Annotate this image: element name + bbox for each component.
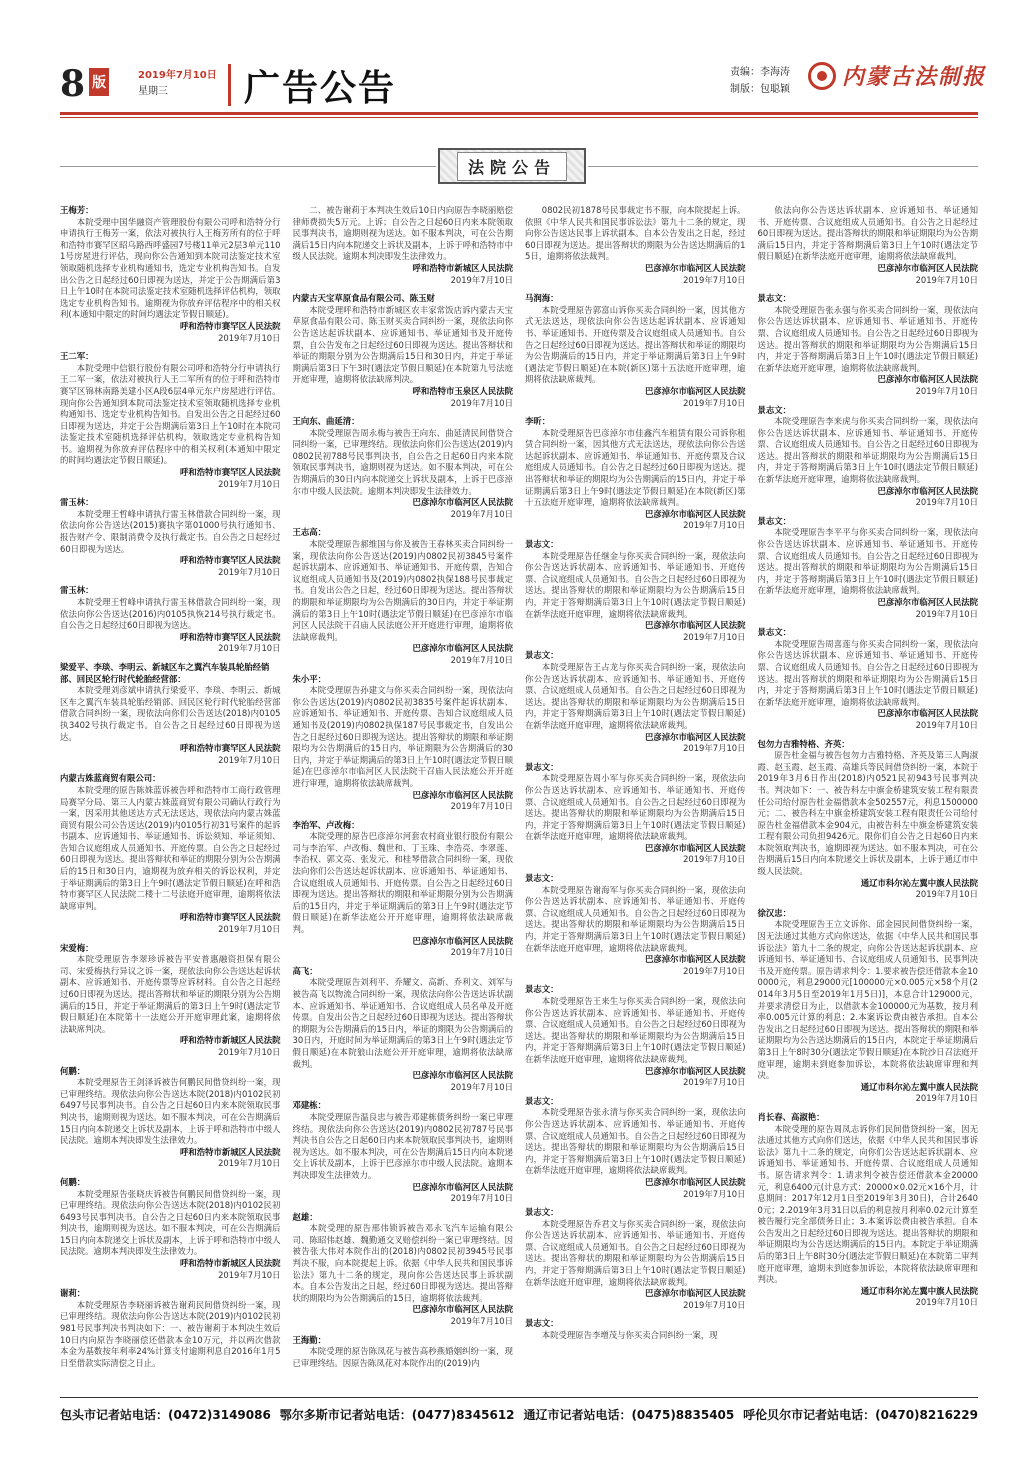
notice-court: 巴彦淖尔市临河区人民法院	[412, 935, 513, 946]
court-notice	[293, 820, 514, 959]
notice-body: 本院受理原告李平平与你买卖合同纠纷一案，现依法向你公告送达诉状副本、应诉通知书、举证通知书、开庭传票、合议庭组成人员通知书。自公告之日起经过60日即视为送达。提出答辩状的期限和举证期限均为公告期满后15日内，并定于答辩期满后第3日上午10时(遇法定节假日顺延)在新华法庭开庭审理，逾期将依法缺席裁判。	[757, 527, 978, 596]
notice-body: 本院受理原告温良忠与被告邓建栋债务纠纷一案已审理终结。现依法向你公告送达(2019)内0802民初787号民事判决书自公告之日起60日内来本院领取民事判决书，逾期则视为送达。如不服本判决，可在公告期满后15日内向本院递交上诉状及副本，上诉于巴彦淖尔市中级人民法院。逾期本判决即发生法律效力。	[292, 1111, 513, 1180]
notice-body: 本院受理原告刘利平、乔耀文、高新、乔利文、刘军与被告高飞以物流合同纠纷一案，现依法向你公告送达诉状副本、应诉通知书、举证通知书、合议庭组成人员名单及开庭传票。自发出公告之日起经过60日即视为送达。提出答辩状的期限为公告期满后的15日内，举证的期限为公告期满后的30日内，开庭时间为举证期满后的第3日上午9时(遇法定节假日顺延)在本院狼山法庭公开开庭审理，逾期将依法缺席裁判。	[292, 977, 513, 1069]
notice-court: 巴彦淖尔市临河区人民法院	[645, 954, 746, 965]
court-notice	[293, 527, 514, 666]
notice-date: 2019年7月10日	[450, 397, 513, 408]
footer-contact-baotou: 包头市记者站电话：(0472)3149086	[60, 1408, 271, 1422]
notice-addressee: 景志文：	[757, 293, 791, 304]
notice-date: 2019年7月10日	[915, 274, 978, 285]
notice-body: 本院受理原告谢海军与你买卖合同纠纷一案，现依法向你公告送达诉状副本、应诉通知书、举证通知书、开庭传票、合议庭组成人员通知书。自公告之日起经过60日即视为送达。提出答辩状的期限和举证期限均为公告期满后15日内，并定于答辩期满后第3日上午10时(遇法定节假日顺延)在新华法庭开庭审理，逾期将依法缺席裁判。	[525, 884, 746, 953]
notice-body: 本院受理原告郭富山诉你买卖合同纠纷一案，因其他方式无法送达，现依法向你公告送达起诉状副本、应诉通知书、举证通知书、开庭传票及合议庭组成人员通知书。自公告之日起经过60日即视为送达。提出答辩状和举证的期限均为公告期满后的15日内，并定于举证期满后第3日上午9时(遇法定节假日顺延)在本院(新区)第十五法庭开庭审理，逾期将依法缺席裁判。	[525, 304, 746, 385]
notice-date: 2019年7月10日	[450, 508, 513, 519]
court-notice	[525, 1318, 746, 1341]
notice-date: 2019年7月10日	[450, 1316, 513, 1327]
column-1	[60, 205, 281, 1368]
notice-date: 2019年7月10日	[218, 1158, 281, 1169]
newspaper-logo-icon	[808, 62, 836, 90]
notice-date: 2019年7月10日	[218, 1269, 281, 1280]
notice-court: 巴彦淖尔市临河区人民法院	[645, 842, 746, 853]
court-notice	[60, 1066, 281, 1170]
notice-addressee: 景志文：	[525, 539, 559, 550]
notice-court: 巴彦淖尔市临河区人民法院	[877, 485, 978, 496]
notice-date: 2019年7月10日	[683, 1299, 746, 1310]
notice-date: 2019年7月10日	[683, 1077, 746, 1088]
notice-court: 巴彦淖尔市临河区人民法院	[877, 262, 978, 273]
notice-addressee: 肖长春、高淑艳：	[757, 1111, 825, 1122]
page-footer	[60, 1406, 978, 1423]
notice-addressee: 徐汉忠：	[757, 907, 791, 918]
notice-addressee: 谢莉：	[60, 1288, 86, 1299]
footer-contact-hulunbuir: 呼伦贝尔市记者站电话：(0470)8216229	[743, 1408, 978, 1422]
court-notice	[293, 1335, 514, 1370]
court-notice	[758, 739, 979, 901]
notice-body: 原告杜金福与被告包勿力吉雅特格、齐英及第三人陶淑霞、赵玉霞、赵玉霞、高雄兵等民间借贷纠纷一案，本院于2019年3月6日作出(2018)内0521民初943号民事判决书。判决如下：一、被告科左中旗金桥建筑安装工程有限责任公司给付原告杜金福借款本金502557元，利息1500000元；二、被告科左中旗金桥建筑安装工程有限责任公司给付原告杜金福借款本金904元，由被告科左中旗金桥建筑安装工程有限公司负担9426元。限你们自公告之日起60日内来本院领取判决书，逾期即视为送达。如不服本判决，可在公告期满后15日内向本院递交上诉状及副本，上诉于通辽市中级人民法院。	[757, 750, 978, 877]
notice-body: 本院受理原告周永梅与被告王向东、曲延清民间借贷合同纠纷一案，已审理终结。现依法向你们公告送达(2019)内0802民初788号民事判决书，自公告之日起60日内来本院领取民事判决书，逾期则视为送达。如不服本判决，可在公告期满后的30日内向本院递交上诉状及副本，上诉于巴彦淖尔市中级人民法院。逾期本判决即发生法律效力。	[292, 427, 513, 496]
banner-line-right	[588, 166, 978, 167]
notice-court: 巴彦淖尔市临河区人民法院	[645, 1065, 746, 1076]
notice-court: 巴彦淖尔市临河区人民法院	[645, 620, 746, 631]
notice-date: 2019年7月10日	[450, 654, 513, 665]
notice-body: 本院受理的原告巴彦淖尔河套农村商业银行股份有限公司与李治军、卢改梅、魏世和、丁玉珠、李浩亮、李翠莲、李治权、郭文亮、张发元、和桂琴借款合同纠纷一案，现依法向你们公告送达起诉状副本、应诉通知书、举证通知书、合议庭组成人员通知书、开庭传票。自公告之日起经过60日即视为送达。提出答辩状的期限和举证期限分别为公告期满后的15日内，并定于举证期满后的第3日上午9时(遇法定节假日顺延)在新华法庭公开开庭审理，逾期将依法缺席裁判。	[292, 831, 513, 935]
notice-addressee: 王志高：	[292, 527, 326, 538]
footer-rule	[60, 1397, 978, 1398]
notice-court: 巴彦淖尔市临河区人民法院	[412, 1304, 513, 1315]
notice-addressee: 王梅芳：	[60, 205, 94, 215]
notice-addressee: 景志文：	[525, 650, 559, 661]
notice-court: 巴彦淖尔市临河区人民法院	[645, 1288, 746, 1299]
notice-body: 本院受理原告王立文诉你、邱金园民间借贷纠纷一案，因无法通过其他方式向你送达，依据《中华人民共和国民事诉讼法》第九十二条的规定，向你公告送达起诉状副本、应诉通知书、举证通知书、合议庭组成人员通知书、民事判决书及开庭传票。原告请求判令：1.要求被告偿还借款本金100000元，利息29000元[100000元×0.005元×58个月(2014年3月5日至2019年1月5日)]，本息合计129000元，并要求清偿日为止，以借款本金100000元为基数，按月利率0.005元计算的利息；2.本案诉讼费由被告承担。自本公告发出之日起经过60日即视为送达。提出答辩状的期限和举证期限均为公告送达期满后的15日内，本院定于举证期满后第3日上午8时30分(遇法定节假日顺延)在本院沙日召法庭开庭审理，逾期未到庭参加诉讼，本院将依法缺席审理和判决。	[757, 919, 978, 1081]
notice-addressee: 景志文：	[525, 1318, 559, 1329]
notice-addressee: 王向东、曲延清：	[292, 416, 360, 427]
section-title: 广告公告	[244, 68, 397, 109]
court-notice	[60, 662, 281, 766]
notice-body: 本院受理原告张晓庆诉被告何鹏民间借贷纠纷一案，现已审理终结。现依法向你公告送达本院(2018)内0102民初6493号民事判决书。自公告之日起60日内来本院领取民事判决书，逾期则视为送达。如不服本判决，可在公告期满后15日内向本院递交上诉状及副本，上诉于呼和浩特市中级人民法院。逾期本判决即发生法律效力。	[60, 1188, 281, 1257]
notice-date: 2019年7月10日	[915, 719, 978, 730]
notice-court: 巴彦淖尔市临河区人民法院	[877, 374, 978, 385]
notice-court: 巴彦淖尔市临河区人民法院	[412, 497, 513, 508]
notice-date: 2019年7月10日	[218, 566, 281, 577]
court-notice	[525, 984, 746, 1088]
court-notice	[293, 416, 514, 520]
court-notice	[525, 205, 746, 286]
notice-date: 2019年7月10日	[915, 497, 978, 508]
notice-addressee: 何鹏：	[60, 1176, 86, 1187]
notice-court: 呼和浩特市新城区人民法院	[180, 1146, 281, 1157]
court-notice	[60, 773, 281, 935]
notice-body: 本院受理原告巴彦淖尔市佳鑫汽车租赁有限公司诉你租赁合同纠纷一案，因其他方式无法送达，现依法向你公告送达起诉状副本、应诉通知书、举证通知书、开庭传票及合议庭组成人员通知书。自公告之日起经过60日即视为送达。提出答辩状和举证的期限均为公告期满后的15日内，并定于举证期满后第3日上午9时(遇法定节假日顺延)在本院(新区)第十五法庭开庭审理，逾期将依法缺席裁判。	[525, 427, 746, 508]
notice-body: 本院受理王哲峰申请执行雷玉林借款合同纠纷一案，现依法向你公告送达(2016)内0105执恢214号执行裁定书。自公告之日起经过60日即视为送达。	[60, 597, 281, 631]
notice-addressee: 内蒙古天宝草原食品有限公司、陈玉财	[292, 293, 435, 304]
notice-date: 2019年7月10日	[450, 947, 513, 958]
court-notice	[758, 516, 979, 620]
court-notice	[293, 674, 514, 813]
court-notice	[293, 205, 514, 286]
column-4	[758, 205, 979, 1350]
notice-body: 本院受理原告李晓丽诉被告谢莉民间借贷纠纷一案，现已审理终结。现依法向你公告送达本院(2019)内0102民初981号民事判决书判决如下：一、被告谢莉于本判决生效后10日内向原告李晓丽偿还借款本金10万元，并以两次借款本金为基数按年利率24%计算支付逾期利息自2016年1月5日至借款实际清偿之日止。	[60, 1299, 281, 1368]
court-notice	[60, 1288, 281, 1369]
notice-court: 巴彦淖尔市临河区人民法院	[645, 262, 746, 273]
notice-date: 2019年7月10日	[218, 643, 281, 654]
editor-name: 责编：李海涛	[730, 67, 790, 78]
notice-date: 2019年7月10日	[450, 801, 513, 812]
notice-body: 本院受理刘彦斌申请执行梁爱平、李琰、李明云、新城区车之翼汽车装具轮胎经销部、回民区轮行时代轮胎经营部借款合同纠纷一案，现依法向你们公告送达(2018)内0105执3402号执行裁定书。自公告之日起经过60日即视为送达。	[60, 685, 281, 742]
header-divider	[228, 64, 231, 106]
notice-court: 通辽市科尔沁左翼中旗人民法院	[860, 1285, 978, 1296]
court-notice	[525, 873, 746, 977]
notice-body: 依法向你公告送达诉状副本、应诉通知书、举证通知书、开庭传票、合议庭组成人员通知书。自公告之日起经过60日即视为送达。提出答辩状的期限和举证期限均为公告期满后15日内，并定于答辩期满后第3日上午10时(遇法定节假日顺延)在新华法庭开庭审理，逾期将依法缺席裁判。	[757, 205, 978, 262]
column-2	[292, 205, 514, 1368]
notice-body: 本院受理的原告邢伟锁诉被告邓永飞汽车运输有限公司、陈昭伟赵雄、魏勤通交叉赔偿纠纷一案已审理终结。因被告张大伟对本院作出的(2018)内0802民初3945号民事判决不服，向本院提起上诉。依据《中华人民共和国民事诉讼法》第九十二条的规定，现向你公告送达民事上诉状副本。自本公告发出之日起，经过60日即视为送达。提出答辩状的期限均为公告期满后的15日，逾期将依法裁判。	[292, 1223, 513, 1303]
editor-credits	[730, 64, 790, 98]
notice-court: 呼和浩特市赛罕区人民法院	[180, 555, 281, 566]
notice-date: 2019年7月10日	[218, 478, 281, 489]
footer-contact-ordos: 鄂尔多斯市记者站电话：(0477)8345612	[279, 1408, 515, 1422]
notice-body: 本院受理原告郝维国与你及被告王春林买卖合同纠纷一案，现依法向你公告送达(2019)内0802民初3845号案件起诉状副本、应诉通知书、举证通知书、开庭传票，告知合议庭组成人员通知书及(2019)内0802执保188号民事裁定书。自发出公告之日起，经过60日即视为送达。提出答辩状的期限和举证期限均为公告期满后的30日内，并定于举证期满后的第3日上午10时(遇法定节假日顺延)在巴彦淖尔市临河区人民法院干召庙人民法庭公开开庭进行审理，逾期将依法缺席裁判。	[292, 539, 513, 642]
notice-date: 2019年7月10日	[218, 332, 281, 343]
masthead	[808, 60, 986, 91]
notice-court: 巴彦淖尔市临河区人民法院	[412, 1070, 513, 1081]
notice-addressee: 朱小平：	[292, 673, 326, 684]
notice-addressee: 何鹏：	[60, 1065, 86, 1076]
notice-addressee: 李昕：	[525, 416, 551, 427]
notice-body: 本院受理原告王来生与你买卖合同纠纷一案，现依法向你公告送达诉状副本、应诉通知书、举证通知书、开庭传票、合议庭组成人员通知书。自公告之日起经过60日即视为送达。提出答辩状的期限和举证期限均为公告期满后15日内，并定于答辩期满后第3日上午10时(遇法定节假日顺延)在新华法庭开庭审理，逾期将依法缺席裁判。	[525, 996, 746, 1064]
notice-court: 巴彦淖尔市临河区人民法院	[412, 1181, 513, 1192]
notice-court: 呼和浩特市赛罕区人民法院	[180, 320, 281, 331]
notice-addressee: 包勿力吉雅特格、齐英：	[757, 738, 850, 749]
notice-court: 通辽市科尔沁左翼中旗人民法院	[860, 1081, 978, 1092]
notice-court: 巴彦淖尔市临河区人民法院	[645, 1176, 746, 1187]
notice-addressee: 梁爱平、李琰、李明云、新城区车之翼汽车装具轮胎经销部、回民区轮行时代轮胎经营部：	[60, 661, 270, 684]
banner-title: 法院公告	[457, 152, 567, 181]
court-notice	[525, 1207, 746, 1311]
notice-date: 2019年7月10日	[450, 1081, 513, 1092]
notice-body: 本院受理原告张永清与你买卖合同纠纷一案，现依法向你公告送达诉状副本、应诉通知书、举证通知书、开庭传票、合议庭组成人员通知书。自公告之日起经过60日即视为送达。提出答辩状的期限和举证期限均为公告期满后15日内，并定于答辩期满后第3日上午10时(遇法定节假日顺延)在新华法庭开庭审理，逾期将依法缺席裁判。	[525, 1107, 746, 1176]
notice-addressee: 景志文：	[525, 984, 559, 995]
notice-court: 呼和浩特市赛罕区人民法院	[180, 743, 281, 754]
header-rule-thin	[60, 117, 978, 118]
notice-body: 本院受理呼和浩特市新城区农丰家常饭店诉内蒙古天宝草原食品有限公司、陈玉财买卖合同纠纷一案，现依法向你公告送达起诉状副本、应诉通知书、举证通知书及开庭传票，自公告发布之日起经过60日即视为送达。提出答辩状和举证的期限分别为公告期满后15日和30日内，并定于举证期满后第3日下午3时(遇法定节假日顺延)在本院第九号法庭开庭审理，逾期将依法缺席判决。	[292, 304, 513, 385]
notice-date: 2019年7月10日	[915, 608, 978, 619]
notice-body: 本院受理原告周小军与你买卖合同纠纷一案，现依法向你公告送达诉状副本、应诉通知书、举证通知书、开庭传票、合议庭组成人员通知书。自公告之日起经过60日即视为送达。提出答辩状的期限和举证期限均为公告期满后15日内，并定于答辩期满后第3日上午10时(遇法定节假日顺延)在新华法庭开庭审理，逾期将依法缺席裁判。	[525, 773, 746, 842]
court-notice	[60, 585, 281, 655]
notice-court: 巴彦淖尔市临河区人民法院	[645, 508, 746, 519]
court-notice	[60, 205, 281, 344]
notice-date: 2019年7月10日	[915, 385, 978, 396]
masthead-title: 内蒙古法制报	[842, 64, 987, 90]
notice-date: 2019年7月10日	[218, 754, 281, 765]
issue-weekday: 星期三	[138, 86, 168, 97]
notice-date: 2019年7月10日	[450, 274, 513, 285]
notice-date: 2019年7月10日	[683, 743, 746, 754]
notice-body: 本院受理原告李来虎与你买卖合同纠纷一案，现依法向你公告送达诉状副本、应诉通知书、举证通知书、开庭传票、合议庭组成人员通知书。自公告之日起经过60日即视为送达。提出答辩状的期限和举证期限均为公告期满后15日内，并定于答辩期满后第3日上午10时(遇法定节假日顺延)在新华法庭开庭审理，逾期将依法缺席裁判。	[757, 416, 978, 485]
notice-addressee: 景志文：	[525, 1095, 559, 1106]
notice-court: 巴彦淖尔市临河区人民法院	[877, 708, 978, 719]
court-notice	[525, 762, 746, 866]
notice-court: 巴彦淖尔市临河区人民法院	[877, 597, 978, 607]
notice-addressee: 景志文：	[757, 515, 791, 526]
notice-body: 本院受理原告乔君文与你买卖合同纠纷一案，现依法向你公告送达诉状副本、应诉通知书、举证通知书、开庭传票、合议庭组成人员通知书。自公告之日起经过60日即视为送达。提出答辩状的期限和举证期限均为公告期满后15日内，并定于答辩期满后第3日上午10时(遇法定节假日顺延)在新华法庭开庭审理，逾期将依法缺席裁判。	[525, 1218, 746, 1287]
header-rule	[60, 112, 978, 115]
date-block	[138, 68, 217, 100]
notice-body: 本院受理原告李翠珍诉被告平安普惠融资担保有限公司、宋爱梅执行异议之诉一案，现依法向你公告送达起诉状副本、应诉通知书、开庭传票等应诉材料。自公告之日起经过60日即视为送达。提出答辩状和举证的期限分别为公告期满后的15日，并定于举证期满后的第3日上午9时(遇法定节假日顺延)在本院第十一法庭公开开庭审理此案，逾期将依法缺席判决。	[60, 954, 281, 1034]
court-notice	[525, 650, 746, 754]
section-banner	[438, 148, 586, 184]
notice-court: 呼和浩特市新城区人民法院	[412, 262, 513, 273]
court-notice	[525, 539, 746, 643]
notice-court: 通辽市科尔沁左翼中旗人民法院	[860, 877, 978, 888]
notice-date: 2019年7月10日	[683, 965, 746, 976]
notice-date: 2019年7月10日	[218, 924, 281, 935]
notice-date: 2019年7月10日	[218, 1046, 281, 1057]
notice-body: 本院受理原告任继金与你买卖合同纠纷一案，现依法向你公告送达诉状副本、应诉通知书、举证通知书、开庭传票、合议庭组成人员通知书。自公告之日起经过60日即视为送达。提出答辩状的期限和举证期限均为公告期满后15日内，并定于答辩期满后第3日上午10时(遇法定节假日顺延)在新华法庭开庭审理，逾期将依法缺席裁判。	[525, 550, 746, 619]
notice-addressee: 景志文：	[525, 761, 559, 772]
notice-date: 2019年7月10日	[683, 854, 746, 865]
notice-body: 本院受理原告王占龙与你买卖合同纠纷一案，现依法向你公告送达诉状副本、应诉通知书、举证通知书、开庭传票、合议庭组成人员通知书。自公告之日起经过60日即视为送达。提出答辩状的期限和举证期限均为公告期满后15日内，并定于答辩期满后第3日上午10时(遇法定节假日顺延)在新华法庭开庭审理，逾期将依法缺席裁判。	[525, 661, 746, 730]
column-3	[525, 205, 746, 1350]
notice-body: 二、被告谢莉于本判决生效后10日内向原告李晓丽赔偿律师费损失5万元。上诉；自公告之日起60日内来本院领取民事判决书，逾期则视为送达。如不服本判决，可在公告期满后15日内向本院递交上诉状及副本，上诉于呼和浩特市中级人民法院。逾期本判决即发生法律效力。	[292, 205, 513, 262]
court-notice	[60, 497, 281, 578]
producer-name: 制版：包聪颖	[730, 84, 790, 95]
court-notice	[758, 627, 979, 731]
notice-addressee: 景志文：	[757, 627, 791, 638]
court-notice	[758, 908, 979, 1105]
notice-date: 2019年7月10日	[915, 889, 978, 900]
notice-addressee: 景志文：	[757, 404, 791, 415]
court-notice	[758, 293, 979, 397]
court-notice	[60, 1177, 281, 1281]
notice-body: 0802民初1878号民事裁定书不服，向本院提起上诉。依照《中华人民共和国民事诉讼法》第九十二条的规定，现向你公告送达民事上诉状副本。自本公告发出之日起，经过60日即视为送达。提出答辩状的期限为公告送达期满后的15日，逾期将依法裁判。	[525, 205, 746, 262]
notice-date: 2019年7月10日	[683, 397, 746, 408]
page-number-block	[60, 64, 109, 104]
notice-addressee: 景志文：	[525, 1207, 559, 1218]
notice-addressee: 邓建栋：	[292, 1100, 326, 1111]
notice-body: 本院受理的原告周凤志诉你们民间借贷纠纷一案，因无法通过其他方式向你们送达，依据《中华人民共和国民事诉讼法》第九十二条的规定，向你们公告送达起诉状副本、应诉通知书、举证通知书、开庭传票、合议庭组成人员通知书。原告请求判令：1.请求判令被告偿还借款本金20000元，利息6400元(计息方式：20000×0.02元×16个月，计息期间：2017年12月1日至2019年3月30日)，合计26400元；2.2019年3月31日以后的利息按月利率0.02元计算至被告履行完全部债务日止；3.本案诉讼费由被告承担。自本公告发出之日起经过60日即视为送达。提出答辩状的期限和举证期限均为公告送达期满后的15日内。本院定于举证期满后的第3日上午8时30分(遇法定节假日顺延)在本院第二审判庭开庭审理，逾期未到庭参加诉讼，本院将依法缺席审理和判决。	[757, 1123, 978, 1285]
court-notice	[60, 943, 281, 1059]
court-notice	[293, 966, 514, 1094]
notice-court: 巴彦淖尔市临河区人民法院	[645, 731, 746, 742]
court-notice	[758, 205, 979, 286]
notice-addressee: 赵雄：	[292, 1211, 318, 1222]
court-notice	[293, 1100, 514, 1204]
notice-court: 呼和浩特市赛罕区人民法院	[180, 912, 281, 923]
court-notice	[525, 416, 746, 532]
issue-date: 2019年7月10日	[138, 70, 217, 81]
notice-addressee: 高飞：	[292, 965, 318, 976]
notice-date: 2019年7月10日	[915, 1297, 978, 1308]
notice-addressee: 雷玉林：	[60, 585, 94, 596]
court-notice	[525, 293, 746, 409]
notice-body: 本院受理原告李增茂与你买卖合同纠纷一案，现	[541, 1330, 718, 1341]
notice-body: 本院受理王哲峰申请执行雷玉林借款合同纠纷一案，现依法向你公告送达(2015)赛执字第01000号执行通知书、报告财产令、限制消费令及执行裁定书。自公告之日起经过60日即视为送达。	[60, 508, 281, 554]
notice-addressee: 王海勤：	[292, 1334, 326, 1345]
notice-body: 本院受理中信银行股份有限公司呼和浩特分行申请执行王二军一案，依法对被执行人王二军所有的位于呼和浩特市赛罕区锦林南路美建小区A段6层4单元东户房屋进行评估。现向你公告通知到本院司法鉴定技术室领取随机选择专业机构通知书、选定专业机构告知书。自发出公告之日起经过60日即视为送达，并定于公告期满后第3日上午10时在本院司法鉴定技术室随机选择评估机构，领取选定专业机构告知书。逾期视为你放弃评估程序中的相关权利(本通知中限定的时间均遇法定节假日顺延)。	[60, 362, 281, 466]
notice-court: 巴彦淖尔市临河区人民法院	[412, 789, 513, 800]
notice-court: 呼和浩特市赛罕区人民法院	[180, 467, 281, 478]
notice-addressee: 雷玉林：	[60, 497, 94, 508]
notice-court: 巴彦淖尔市临河区人民法院	[645, 385, 746, 396]
notice-addressee: 内蒙古姝蓝商贸有限公司：	[60, 773, 161, 784]
notice-date: 2019年7月10日	[683, 1188, 746, 1199]
notice-court: 呼和浩特市新城区人民法院	[180, 1258, 281, 1269]
notice-date: 2019年7月10日	[683, 520, 746, 531]
notice-court: 巴彦淖尔市临河区人民法院	[412, 643, 513, 654]
page-header	[0, 0, 1024, 120]
page-number: 8	[60, 63, 86, 105]
notice-court: 呼和浩特市赛罕区人民法院	[180, 631, 281, 642]
footer-contact-tongliao: 通辽市记者站电话：(0475)8835405	[523, 1408, 735, 1422]
notice-addressee: 马润海：	[525, 293, 559, 304]
notice-date: 2019年7月10日	[450, 1193, 513, 1204]
notice-addressee: 李治军、卢改梅：	[292, 819, 360, 830]
court-notice	[758, 1112, 979, 1309]
notice-body: 本院受理中国华融资产管理股份有限公司呼和浩特分行申请执行王梅芳一案，依法对被执行人王梅芳所有的位于呼和浩特市赛罕区昭乌路西呼盛园7号楼11单元2层3单元1101号房屋进行评估，现向你公告通知到本院司法鉴定技术室领取随机选择专业机构通知书，选定专业机构告知书。自发出公告之日起经过60日即视为送达，并定于公告期满后第3日上午10时在本院司法鉴定技术室随机选择评估机构，领取选定专业机构告知书。逾期视为你放弃评估程序中的相关权利(本通知中限定的时间均遇法定节假日顺延)。	[60, 216, 281, 320]
notice-addressee: 王二军：	[60, 351, 94, 362]
notice-addressee: 宋爱梅：	[60, 942, 94, 953]
notice-body: 本院受理原告张永强与你买卖合同纠纷一案，现依法向你公告送达诉状副本、应诉通知书、举证通知书、开庭传票、合议庭组成人员通知书。自公告之日起经过60日即视为送达。提出答辩状的期限和举证期限均为公告期满后15日内，并定于答辩期满后第3日上午10时(遇法定节假日顺延)在新华法庭开庭审理，逾期将依法缺席裁判。	[757, 304, 978, 373]
notices-columns	[60, 205, 978, 1368]
court-notice	[525, 1096, 746, 1200]
notice-body: 本院受理的原告陈凤花与被告高秒燕婚姻纠纷一案，现已审理终结。因原告陈凤花对本院作出的(2019)内	[292, 1346, 513, 1368]
notice-date: 2019年7月10日	[683, 274, 746, 285]
notice-date: 2019年7月10日	[915, 1093, 978, 1104]
notice-court: 呼和浩特市新城区人民法院	[180, 1035, 281, 1046]
court-notice	[758, 405, 979, 509]
edition-label: 版	[89, 68, 109, 96]
notice-addressee: 景志文：	[525, 873, 559, 884]
notice-date: 2019年7月10日	[683, 631, 746, 642]
notice-body: 本院受理原告王剑泽诉被告何鹏民间借贷纠纷一案，现已审理终结。现依法向你公告送达本院(2018)内0102民初6497号民事判决书。自公告之日起60日内来本院领取民事判决书，逾期则视为送达。如不服本判决，可在公告期满后15日内向本院递交上诉状及副本，上诉于呼和浩特市中级人民法院。逾期本判决即发生法律效力。	[60, 1077, 281, 1146]
notice-court: 呼和浩特市玉泉区人民法院	[412, 385, 513, 396]
notice-body: 本院受理的原告陈姝蓝诉被告呼和浩特市工商行政管理局赛罕分局、第三人内蒙古姝蓝商贸有限公司确认行政行为一案，因采用其他送达方式无法送达，现依法向内蒙古姝蓝商贸有限公司公告送达(2019)内0105行初31号案件的起诉书副本、应诉通知书、举证通知书、诉讼须知、举证须知、告知合议庭组成人员通知书、开庭传票。自公告之日起经过60日即视为送达。提出答辩状和举证的期限分别为公告期满后的15日和30日内，逾期视为放弃相关的诉讼权利，并定于举证期满后的第3日上午9时(遇法定节假日顺延)在呼和浩特市赛罕区人民法院二楼十二号法庭开庭审理，逾期将依法缺席审判。	[60, 784, 281, 911]
banner-line-left	[60, 166, 436, 167]
court-notice	[60, 351, 281, 490]
court-notice	[293, 1212, 514, 1328]
notice-body: 本院受理原告孙建文与你买卖合同纠纷一案，现依法向你公告送达(2019)内0802民初3835号案件起诉状副本、应诉通知书、举证通知书、开庭传票、告知合议庭组成人员通知书及(2019)内0802执保187号民事裁定书，自发出公告之日起经过60日即视为送达。提出答辩状的期限和举证期限均为公告期满后的15日内，举证期限为公告期满后的30日内，并定于举证期满后的第3日上午10时(遇法定节假日顺延)在巴彦淖尔市临河区人民法院干召庙人民法庭公开开庭进行审理，逾期将依法缺席裁判。	[292, 685, 513, 788]
notice-body: 本院受理原告周喜莲与你买卖合同纠纷一案，现依法向你公告送达诉状副本、应诉通知书、举证通知书、开庭传票、合议庭组成人员通知书。自公告之日起经过60日即视为送达。提出答辩状的期限和举证期限均为公告期满后15日内，并定于答辩期满后第3日上午10时(遇法定节假日顺延)在新华法庭开庭审理，逾期将依法缺席裁判。	[757, 638, 978, 707]
court-notice	[293, 293, 514, 409]
